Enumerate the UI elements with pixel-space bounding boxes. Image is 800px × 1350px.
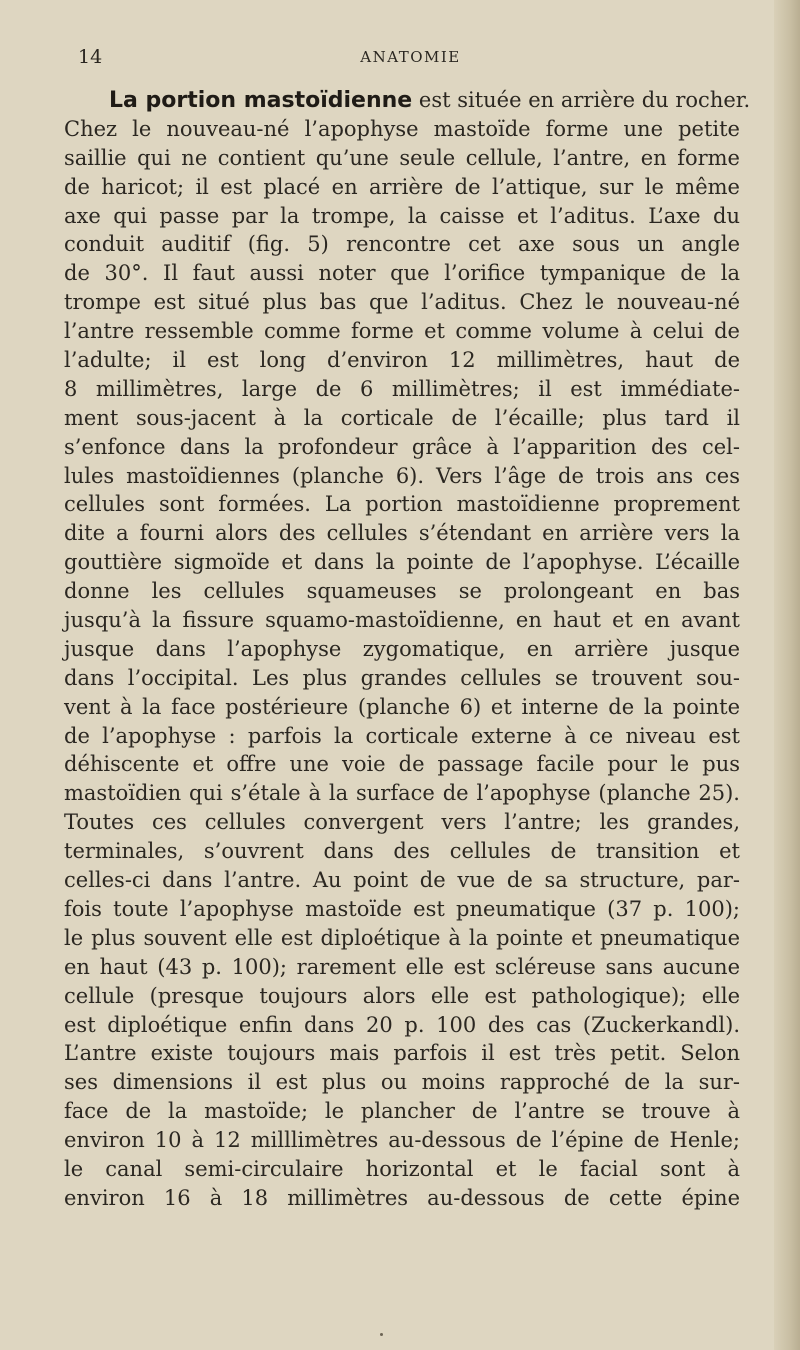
text-line: de l’apophyse : parfois la corticale externe à ce niveau est (64, 723, 740, 748)
body-paragraph (64, 86, 751, 1213)
text-line: jusqu’à la fissure squamo-mastoïdienne, en haut et en avant (64, 608, 740, 633)
text-line-content: est située en arrière du rocher. (412, 88, 751, 112)
text-line: vent à la face postérieure (planche 6) et interne de la pointe (64, 694, 740, 719)
paper-speck (380, 1333, 383, 1336)
text-line: le plus souvent elle est diploétique à la pointe et pneumatique (64, 925, 740, 950)
text-line: s’enfonce dans la profondeur grâce à l’apparition des cel- (64, 434, 740, 459)
text-line: 8 millimètres, large de 6 millimètres; il est immédiate- (64, 376, 740, 401)
text-line: Toutes ces cellules convergent vers l’antre; les grandes, (64, 810, 740, 835)
text-line: est diploétique enfin dans 20 p. 100 des cas (Zuckerkandl). (64, 1012, 740, 1037)
text-line: celles-ci dans l’antre. Au point de vue de sa structure, par- (64, 868, 740, 893)
text-line: mastoïdien qui s’étale à la surface de l’apophyse (planche 25). (64, 781, 740, 806)
text-line: fois toute l’apophyse mastoïde est pneumatique (37 p. 100); (64, 896, 740, 921)
page-number: 14 (78, 46, 103, 68)
text-line: l’antre ressemble comme forme et comme volume à celui de (64, 319, 740, 344)
page-header (78, 46, 743, 76)
text-line: axe qui passe par la trompe, la caisse et l’aditus. L’axe du (64, 203, 740, 228)
text-line: environ 16 à 18 millimètres au-dessous de cette épine (64, 1185, 740, 1210)
text-line: donne les cellules squameuses se prolongeant en bas (64, 579, 740, 604)
text-line: lules mastoïdiennes (planche 6). Vers l’âge de trois ans ces (64, 463, 740, 488)
text-line: gouttière sigmoïde et dans la pointe de l’apophyse. L’écaille (64, 550, 740, 575)
text-line: en haut (43 p. 100); rarement elle est scléreuse sans aucune (64, 954, 740, 979)
text-line: déhiscente et offre une voie de passage facile pour le pus (64, 752, 740, 777)
text-line: environ 10 à 12 milllimètres au-dessous de l’épine de Henle; (64, 1128, 740, 1153)
text-line: dite a fourni alors des cellules s’étendant en arrière vers la (64, 521, 740, 546)
text-line: jusque dans l’apophyse zygomatique, en arrière jusque (64, 636, 740, 661)
text-line: trompe est situé plus bas que l’aditus. Chez le nouveau-né (64, 290, 740, 315)
text-line: cellules sont formées. La portion mastoïdienne proprement (64, 492, 740, 517)
text-line: ment sous-jacent à la corticale de l’écaille; plus tard il (64, 405, 740, 430)
section-lead-heading: La portion mastoïdienne (109, 88, 413, 113)
text-line: ses dimensions il est plus ou moins rapproché de la sur- (64, 1070, 740, 1095)
text-line (64, 86, 751, 115)
text-line: face de la mastoïde; le plancher de l’antre se trouve à (64, 1099, 740, 1124)
text-line: de haricot; il est placé en arrière de l’attique, sur le même (64, 174, 740, 199)
text-line: Chez le nouveau-né l’apophyse mastoïde forme une petite (64, 116, 740, 141)
text-line: l’adulte; il est long d’environ 12 millimètres, haut de (64, 348, 740, 373)
text-line: conduit auditif (fig. 5) rencontre cet axe sous un angle (64, 232, 740, 257)
running-head: ANATOMIE (360, 48, 461, 66)
text-line: saillie qui ne contient qu’une seule cellule, l’antre, en forme (64, 145, 740, 170)
text-line: L’antre existe toujours mais parfois il est très petit. Selon (64, 1041, 740, 1066)
page-edge-shadow (774, 0, 800, 1350)
text-line: dans l’occipital. Les plus grandes cellules se trouvent sou- (64, 665, 740, 690)
text-line: le canal semi-circulaire horizontal et le facial sont à (64, 1156, 740, 1181)
text-line: cellule (presque toujours alors elle est pathologique); elle (64, 983, 740, 1008)
text-line: terminales, s’ouvrent dans des cellules de transition et (64, 839, 740, 864)
text-line: de 30°. Il faut aussi noter que l’orifice tympanique de la (64, 261, 740, 286)
